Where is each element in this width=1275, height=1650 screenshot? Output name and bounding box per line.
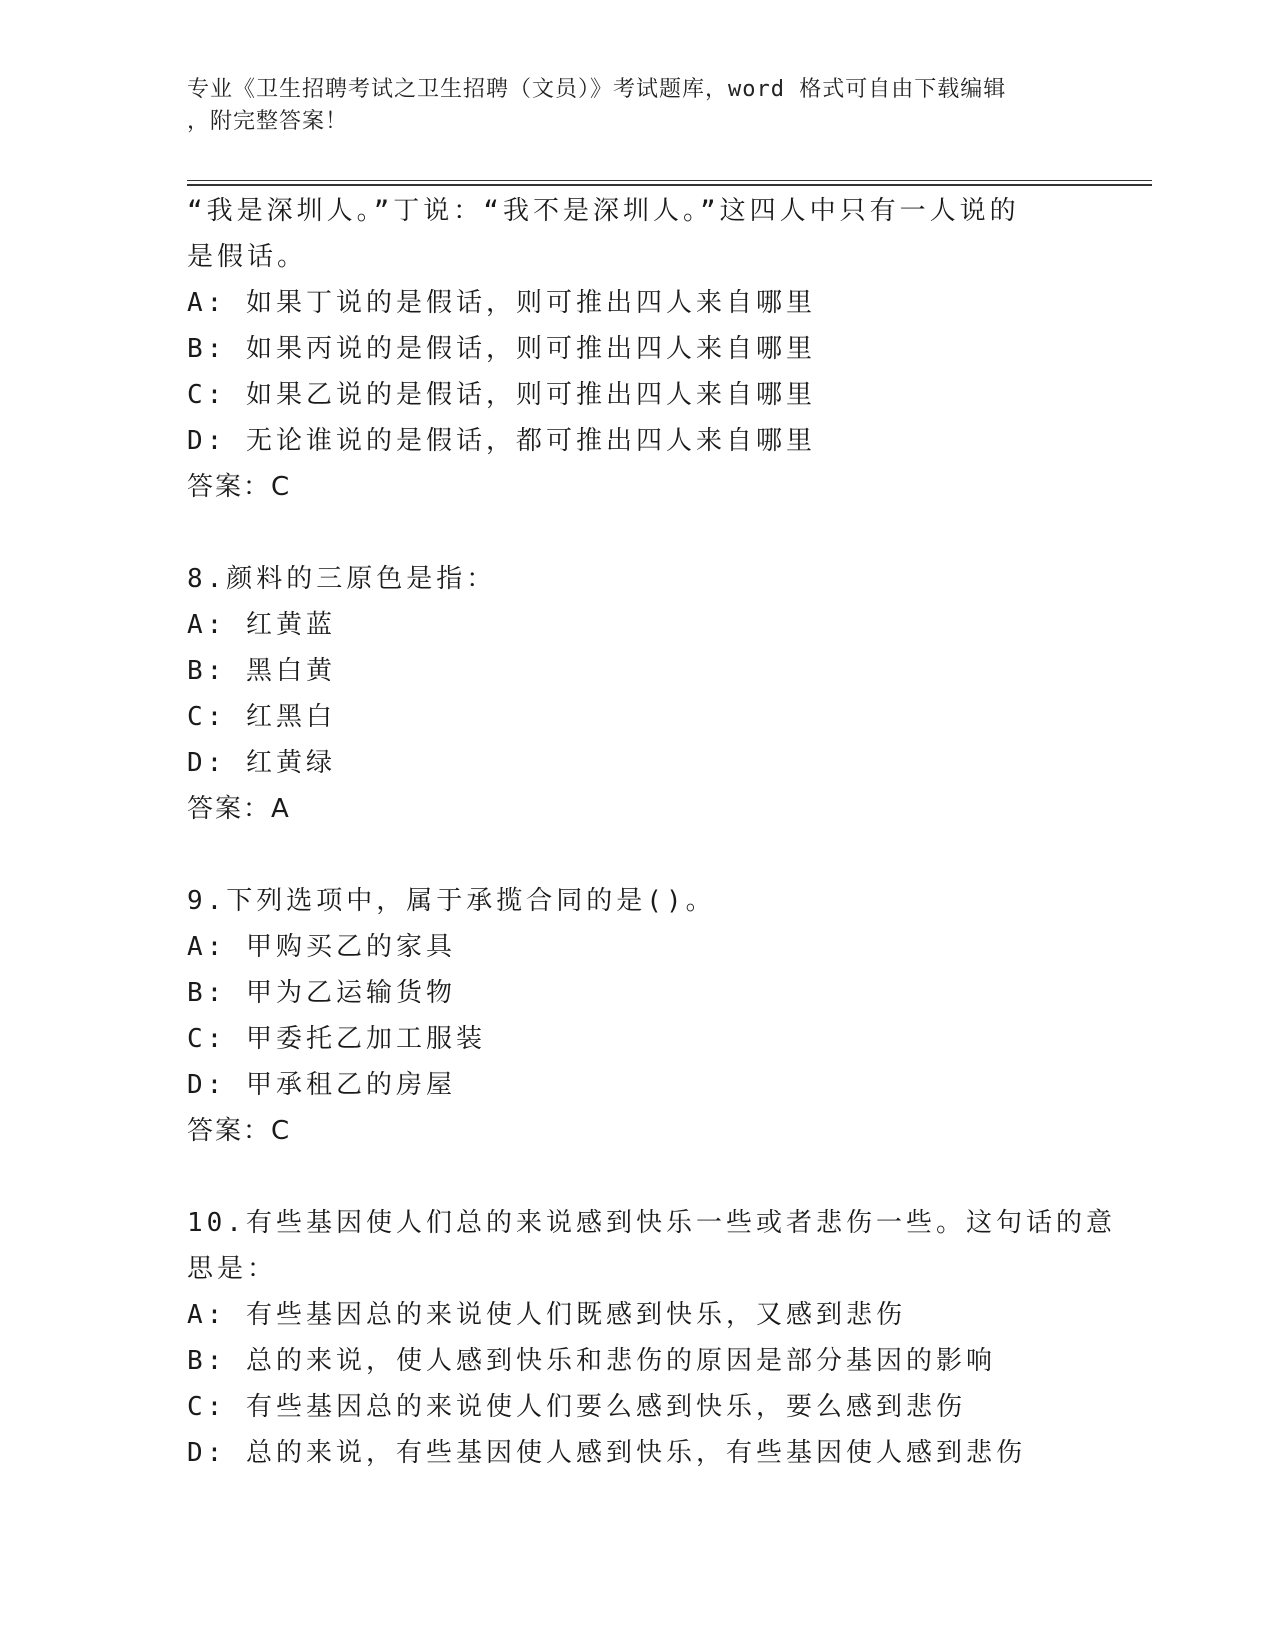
question-stem-continued: 是假话。 (187, 242, 308, 272)
header-line-1: 专业《卫生招聘考试之卫生招聘（文员）》考试题库，word 格式可自由下载编辑 (187, 77, 1007, 102)
question-stem: 9.下列选项中，属于承揽合同的是()。 (187, 886, 716, 916)
answer-line: 答案：C (187, 1116, 292, 1146)
option-c: C: 如果乙说的是假话，则可推出四人来自哪里 (187, 380, 816, 410)
option-a: A: 红黄蓝 (187, 610, 336, 640)
header-divider-bottom (187, 184, 1152, 186)
option-b: B: 如果丙说的是假话，则可推出四人来自哪里 (187, 334, 816, 364)
answer-line: 答案：C (187, 472, 292, 502)
option-d: D: 总的来说，有些基因使人感到快乐，有些基因使人感到悲伤 (187, 1438, 1026, 1468)
question-stem-continued: 思是： (187, 1254, 278, 1284)
option-b: B: 总的来说，使人感到快乐和悲伤的原因是部分基因的影响 (187, 1346, 996, 1376)
option-c: C: 红黑白 (187, 702, 336, 732)
spacer (187, 510, 1087, 556)
option-c: C: 有些基因总的来说使人们要么感到快乐，要么感到悲伤 (187, 1392, 966, 1422)
option-b: B: 黑白黄 (187, 656, 336, 686)
option-b: B: 甲为乙运输货物 (187, 978, 456, 1008)
question-stem: 8.颜料的三原色是指： (187, 564, 497, 594)
question-7 (187, 188, 1087, 510)
spacer (187, 832, 1087, 878)
question-stem: “我是深圳人。”丁说：“我不是深圳人。”这四人中只有一人说的 (187, 196, 1020, 226)
option-a: A: 甲购买乙的家具 (187, 932, 456, 962)
option-a: A: 有些基因总的来说使人们既感到快乐，又感到悲伤 (187, 1300, 906, 1330)
option-a: A: 如果丁说的是假话，则可推出四人来自哪里 (187, 288, 816, 318)
option-d: D: 无论谁说的是假话，都可推出四人来自哪里 (187, 426, 816, 456)
question-10 (187, 1200, 1116, 1476)
question-stem: 10.有些基因使人们总的来说感到快乐一些或者悲伤一些。这句话的意 (187, 1208, 1116, 1238)
header-line-2: ，附完整答案！ (187, 109, 349, 134)
option-d: D: 红黄绿 (187, 748, 336, 778)
answer-line: 答案：A (187, 794, 291, 824)
question-8 (187, 556, 1087, 832)
document-header (187, 74, 1067, 138)
option-c: C: 甲委托乙加工服装 (187, 1024, 486, 1054)
question-list (187, 188, 1116, 1476)
header-divider-top (187, 180, 1152, 181)
option-d: D: 甲承租乙的房屋 (187, 1070, 456, 1100)
spacer (187, 1154, 1087, 1200)
question-9 (187, 878, 1087, 1154)
